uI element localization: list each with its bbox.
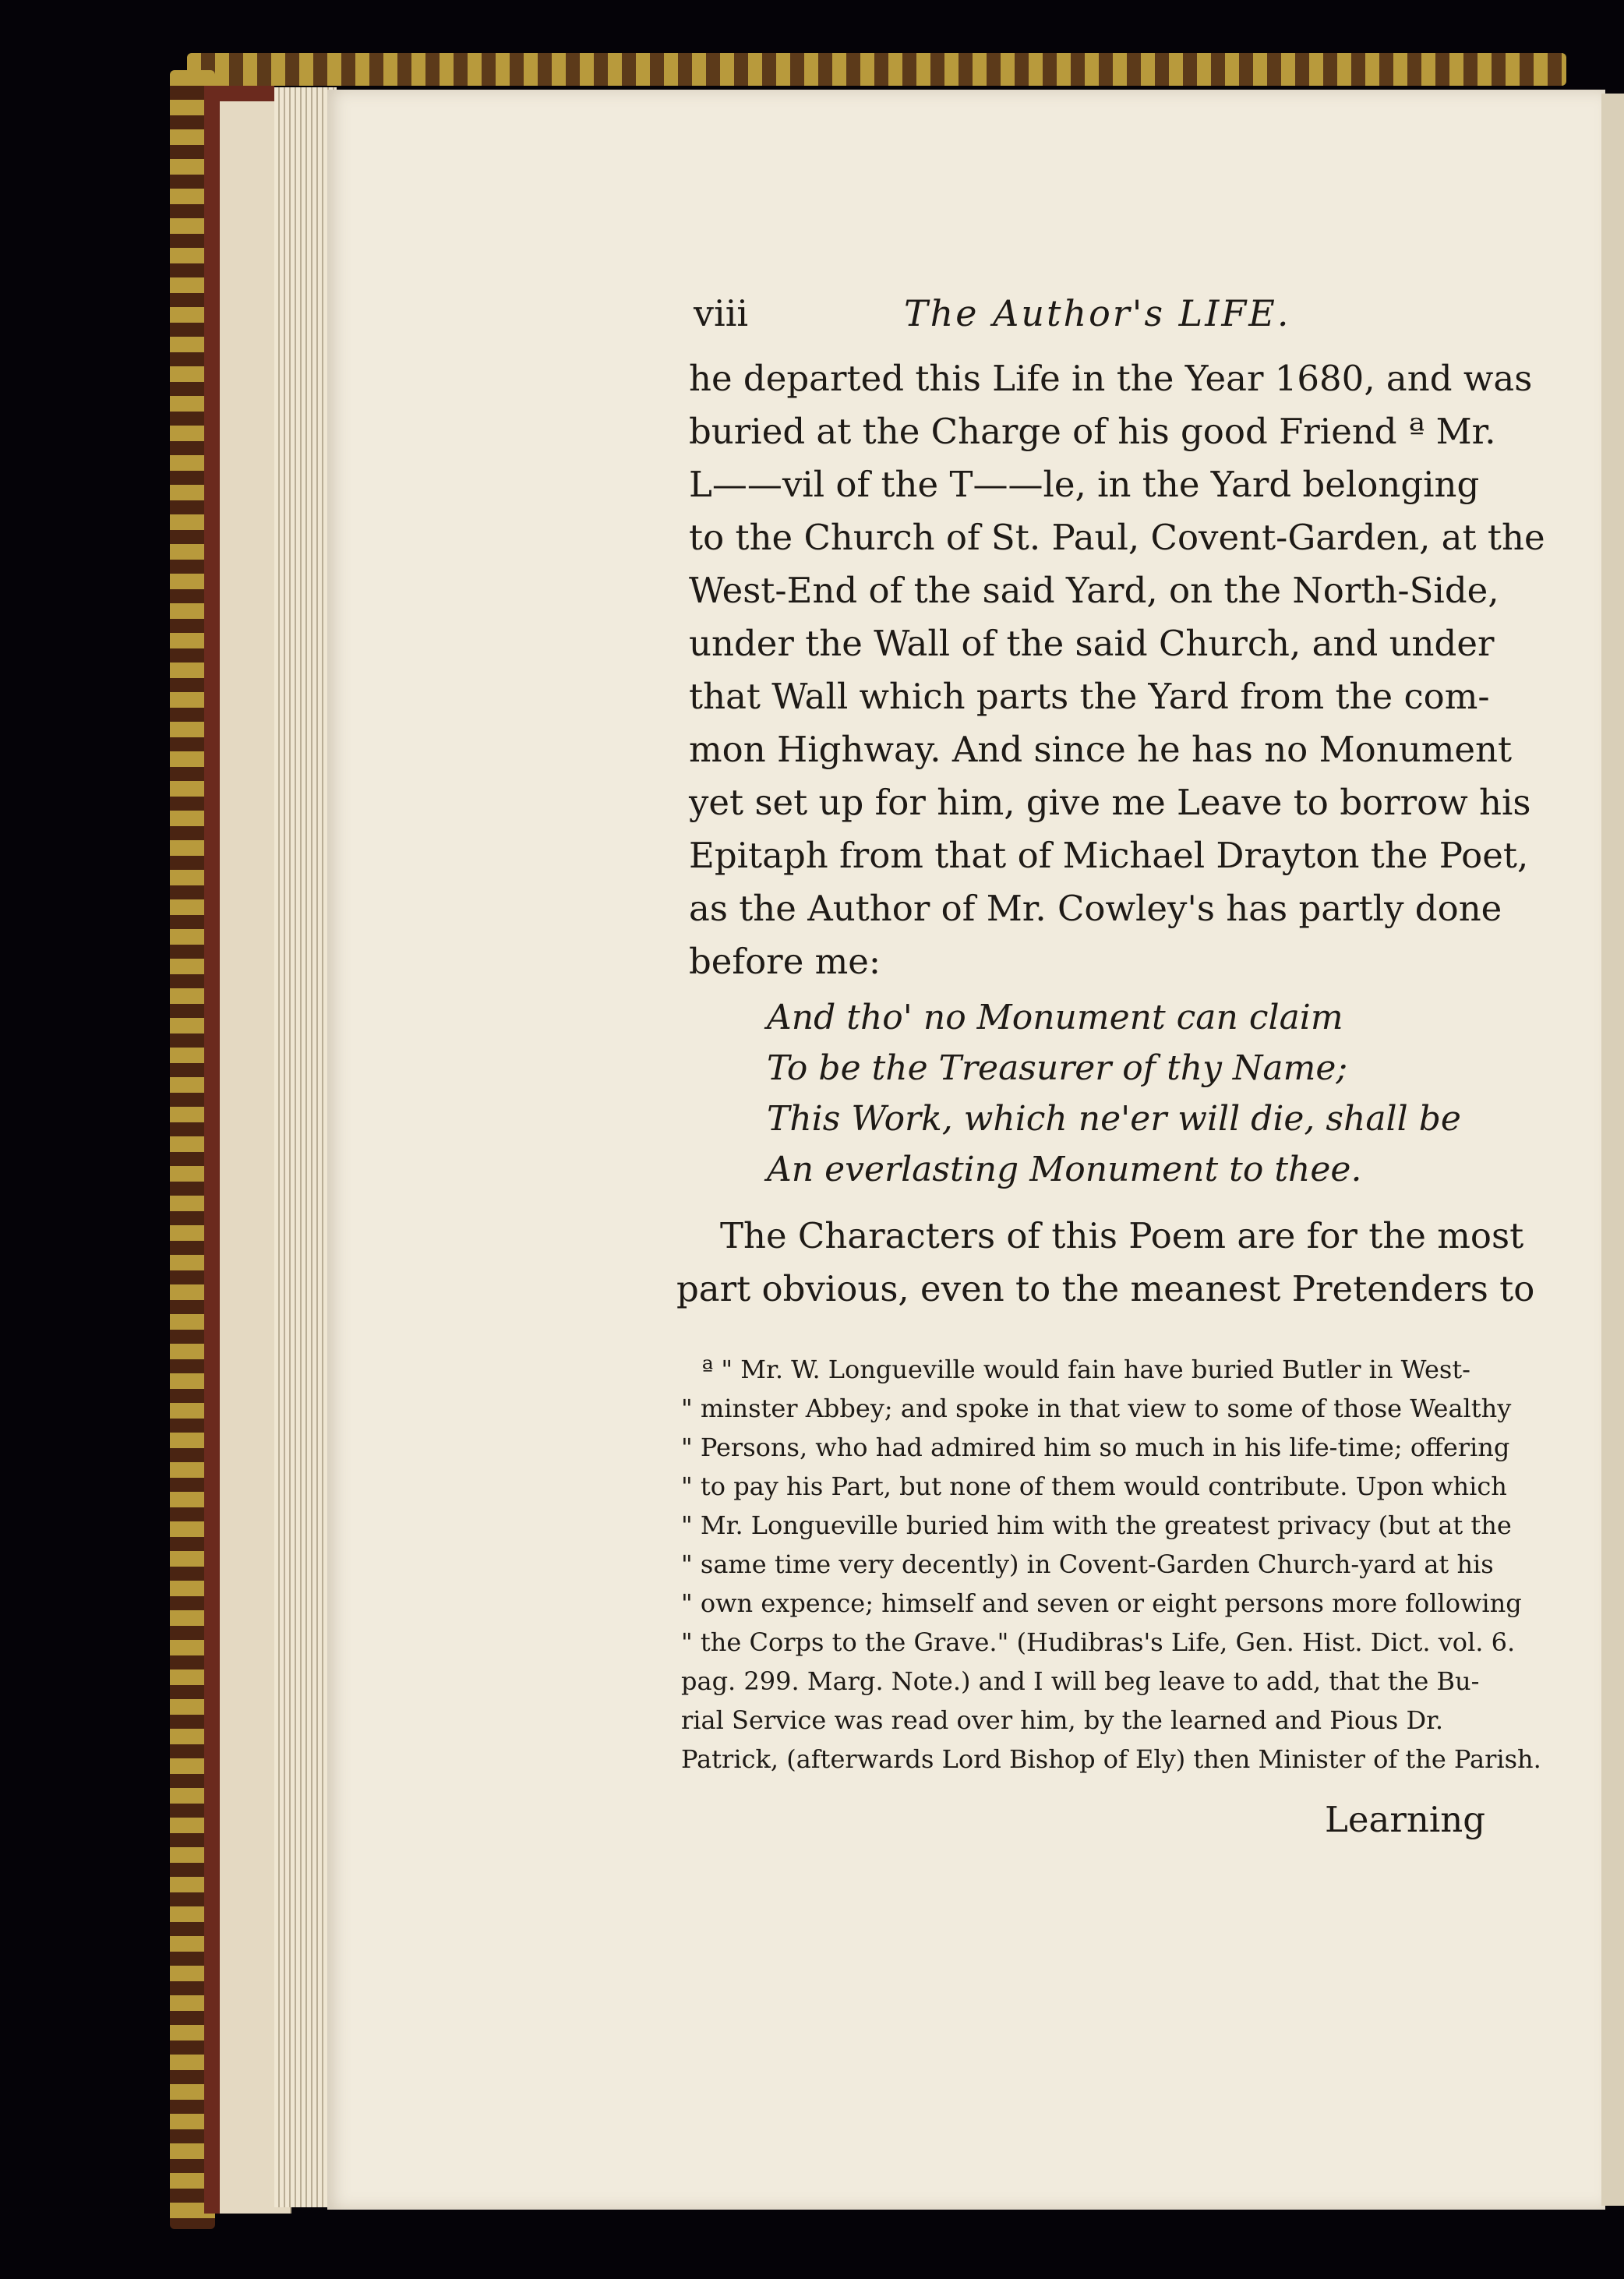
footnote-line: rial Service was read over him, by the learned and Pious Dr. — [681, 1705, 1444, 1735]
footnote-line: pag. 299. Marg. Note.) and I will beg leave to add, that the Bu- — [681, 1666, 1480, 1696]
footnote-line: Patrick, (afterwards Lord Bishop of Ely) then Minister of the Parish. — [681, 1744, 1541, 1774]
body-line: before me: — [689, 941, 881, 982]
page-folio: viii — [694, 292, 749, 334]
body-line: to the Church of St. Paul, Covent-Garden, at the — [689, 517, 1545, 558]
verse-line: An everlasting Monument to thee. — [767, 1150, 1362, 1189]
footnote-line: " the Corps to the Grave." (Hudibras's Life, Gen. Hist. Dict. vol. 6. — [681, 1627, 1516, 1657]
footnote-line: " minster Abbey; and spoke in that view to some of those Wealthy — [681, 1394, 1512, 1423]
page-right-edge — [1601, 94, 1624, 2206]
body-line: under the Wall of the said Church, and under — [689, 623, 1495, 664]
body-line: as the Author of Mr. Cowley's has partly done — [689, 888, 1502, 929]
body-line: The Characters of this Poem are for the most — [720, 1215, 1524, 1256]
verse-line: To be the Treasurer of thy Name; — [767, 1048, 1348, 1088]
verse-line: And tho' no Monument can claim — [767, 998, 1343, 1037]
body-line: that Wall which parts the Yard from the com- — [689, 676, 1490, 717]
footnote-line: " Persons, who had admired him so much in his life-time; offering — [681, 1433, 1510, 1462]
book-cover-top-edge — [187, 53, 1566, 86]
body-line: buried at the Charge of his good Friend ª Mr. — [689, 411, 1496, 452]
footnote-line: ª " Mr. W. Longueville would fain have buried Butler in West- — [701, 1355, 1470, 1384]
body-line: he departed this Life in the Year 1680, and was — [689, 358, 1533, 399]
footnote-line: " Mr. Longueville buried him with the greatest privacy (but at the — [681, 1510, 1512, 1540]
body-line: L——vil of the T——le, in the Yard belonging — [689, 464, 1480, 505]
running-head: The Author's LIFE. — [904, 292, 1291, 334]
body-line: mon Highway. And since he has no Monument — [689, 729, 1513, 770]
verse-line: This Work, which ne'er will die, shall be — [767, 1099, 1461, 1139]
body-line: part obvious, even to the meanest Pretenders to — [676, 1268, 1535, 1309]
body-line: Epitaph from that of Michael Drayton the Poet, — [689, 835, 1529, 876]
footnote-line: " same time very decently) in Covent-Garden Church-yard at his — [681, 1549, 1494, 1579]
body-line: yet set up for him, give me Leave to borrow his — [689, 782, 1531, 823]
footnote-line: " own expence; himself and seven or eight persons more following — [681, 1588, 1522, 1618]
footnote-line: " to pay his Part, but none of them would contribute. Upon which — [681, 1472, 1507, 1501]
catchword: Learning — [1325, 1799, 1486, 1840]
body-line: West-End of the said Yard, on the North-Side, — [689, 570, 1499, 611]
